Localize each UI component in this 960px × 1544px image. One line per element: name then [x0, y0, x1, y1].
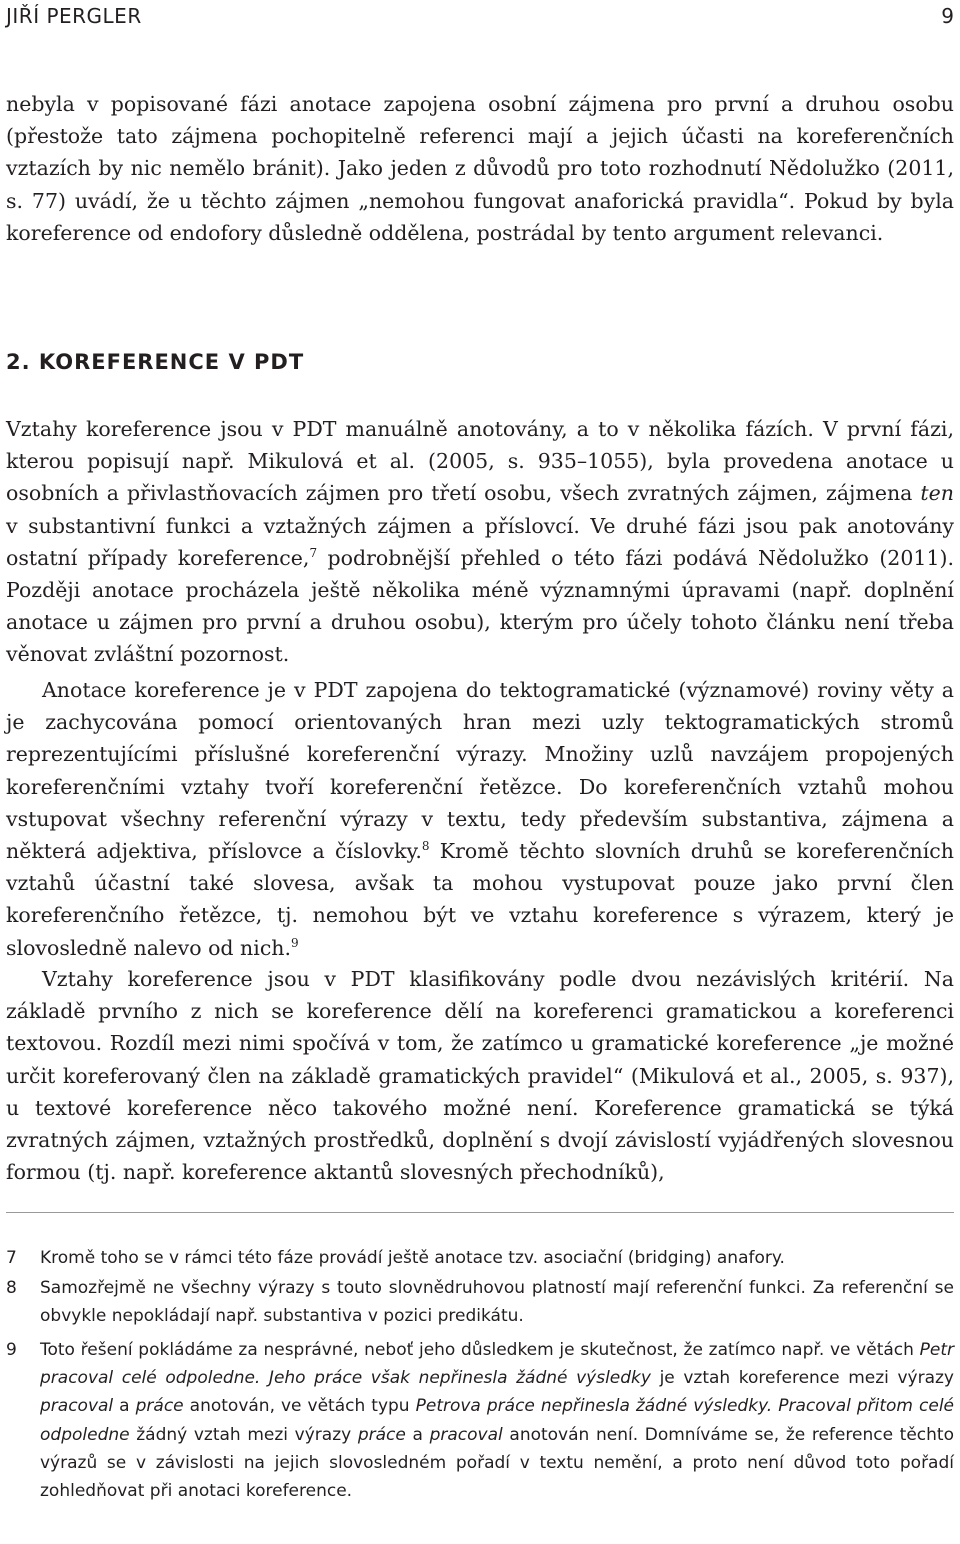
footnote-term-pracoval: pracoval: [40, 1396, 114, 1417]
footnote-text-c: je vztah koreference mezi výrazy: [650, 1368, 954, 1389]
page-number: 9: [941, 4, 954, 28]
footnote-text: Kromě toho se v rámci této fáze provádí ještě anotace tzv. asociační (bridging) anafory.: [40, 1248, 785, 1268]
paragraph-3-text-b: Kromě těchto slovních druhů se koreferenčních vztahů účastní také slovesa, avšak ta mohou vystupovat pouze jako první člen koreferenčního řetězce, tj. nemohou být ve vztahu koreference s výrazem, který je slovosledně nalevo od nich.: [6, 839, 954, 960]
paragraph-2-text-c: v substantivní funkci a vztažných zájmen a příslovcí. Ve druhé fázi jsou pak anotovány ostatní případy koreference,: [6, 513, 954, 570]
running-head-author: JIŘÍ PERGLER: [6, 4, 142, 28]
paragraph-4-text: Vztahy koreference jsou v PDT klasifikovány podle dvou nezávislých kritérií. Na základě prvního z nich se koreference dělí na koreferenci gramatickou a koreferenci textovou. Rozdíl mezi nimi spočívá v tom, že zatímco u gramatické koreference „je možné určit koreferovaný člen na základě gramatických pravidel“ (Mikulová et al., 2005, s. 937), u textové koreference něco takového možné není. Koreference gramatická se týká zvratných zájmen, vztažných prostředků, doplnění s dvojí závislostí vyjádřených slovesnou formou (tj. např. koreference aktantů slovesných přechodníků),: [6, 967, 954, 1185]
footnote-term-pracoval-2: pracoval: [429, 1424, 503, 1445]
paragraph-2-italic-term: ten: [920, 481, 954, 506]
footnotes: [6, 1244, 954, 1505]
footnote-example-2: Petrova práce nepřinesla žádné výsledky. Pracoval přitom celé odpoledne: [40, 1396, 955, 1445]
paragraph-3-text-a: Anotace koreference je v PDT zapojena do tektogramatické (významové) roviny věty a je zachycována pomocí orientovaných hran mezi uzly tektogramatických stromů reprezentujícími příslušné koreferenční výrazy. Množiny uzlů navzájem propojených koreferenčními vztahy tvoří koreferenční řetězce. Do koreferenčních vztahů mohou vstupovat všechny referenční výrazy v textu, tedy především substantiva, zájmena a některá adjektiva, příslovce a číslovky.: [6, 678, 954, 864]
footnote-example-1: Petr pracoval celé odpoledne. Jeho práce však nepřinesla žádné výsledky: [40, 1340, 954, 1389]
footnote-term-prace-2: práce: [357, 1424, 406, 1445]
footnote-ref-8[interactable]: 8: [421, 839, 430, 854]
footnote-text-m: anotován není. Domníváme se, že reference těchto výrazů se v závislosti na jejich slovosledném pořadí v textu nemění, a proto není důvod toto pořadí zohledňovat při anotaci koreference.: [40, 1424, 954, 1501]
footnote-number: 7: [6, 1248, 17, 1268]
running-header: [6, 4, 954, 28]
paragraph-3: [6, 674, 954, 964]
footnote-term-prace: práce: [135, 1396, 184, 1417]
footnote-text-i: žádný vztah mezi výrazy: [129, 1424, 358, 1445]
paragraph-2-text-d: podrobnější přehled o této fázi podává Nědolužko (2011). Později anotace procházela ještě několika méně významnými úpravami (např. doplnění anotace u zájmen pro první a druhou osobu), kterým pro účely tohoto článku není třeba věnovat zvláštní pozornost.: [6, 545, 954, 667]
footnote-text-a: Toto řešení pokládáme za nesprávné, neboť jeho důsledkem je skutečnost, že zatímco např. ve větách: [40, 1340, 920, 1361]
paragraph-2: [6, 413, 954, 671]
footnote-text-g: anotován, ve větách typu: [183, 1396, 416, 1417]
footnote-separator: [6, 1212, 954, 1213]
paragraph-2-text-a: Vztahy koreference jsou v PDT manuálně anotovány, a to v několika fázích. V první fázi, kterou popisují např. Mikulová et al. (2005, s. 935–1055), byla provedena anotace u osobních a přivlastňovacích zájmen pro třetí osobu, všech zvratných zájmen, zájmena: [6, 417, 954, 506]
footnote-8: [6, 1274, 954, 1330]
footnote-ref-7[interactable]: 7: [309, 545, 318, 560]
footnote-number: 9: [6, 1340, 17, 1361]
footnote-9: [6, 1336, 954, 1505]
footnote-ref-9[interactable]: 9: [291, 935, 299, 950]
footnote-7: [6, 1244, 954, 1272]
paragraph-4: [6, 963, 954, 1188]
footnote-number: 8: [6, 1278, 17, 1299]
footnote-text-e: a: [113, 1396, 136, 1417]
footnote-text: Samozřejmě ne všechny výrazy s touto slovnědruhovou platností mají referenční funkci. Za referenční se obvykle nepokládají např. substantiva v pozici predikátu.: [40, 1278, 954, 1327]
paragraph-1: nebyla v popisované fázi anotace zapojena osobní zájmena pro první a druhou osobu (přestože tato zájmena pochopitelně referenci mají a jejich účasti na koreferenčních vztazích by nic nemělo bránit). Jako jeden z důvodů pro toto rozhodnutí Nědolužko (2011, s. 77) uvádí, že u těchto zájmen „nemohou fungovat anaforická pravidla“. Pokud by byla koreference od endofory důsledně oddělena, postrádal by tento argument relevanci.: [6, 92, 954, 245]
section-heading: 2. KOREFERENCE V PDT: [6, 350, 305, 374]
footnote-text-k: a: [405, 1424, 430, 1445]
